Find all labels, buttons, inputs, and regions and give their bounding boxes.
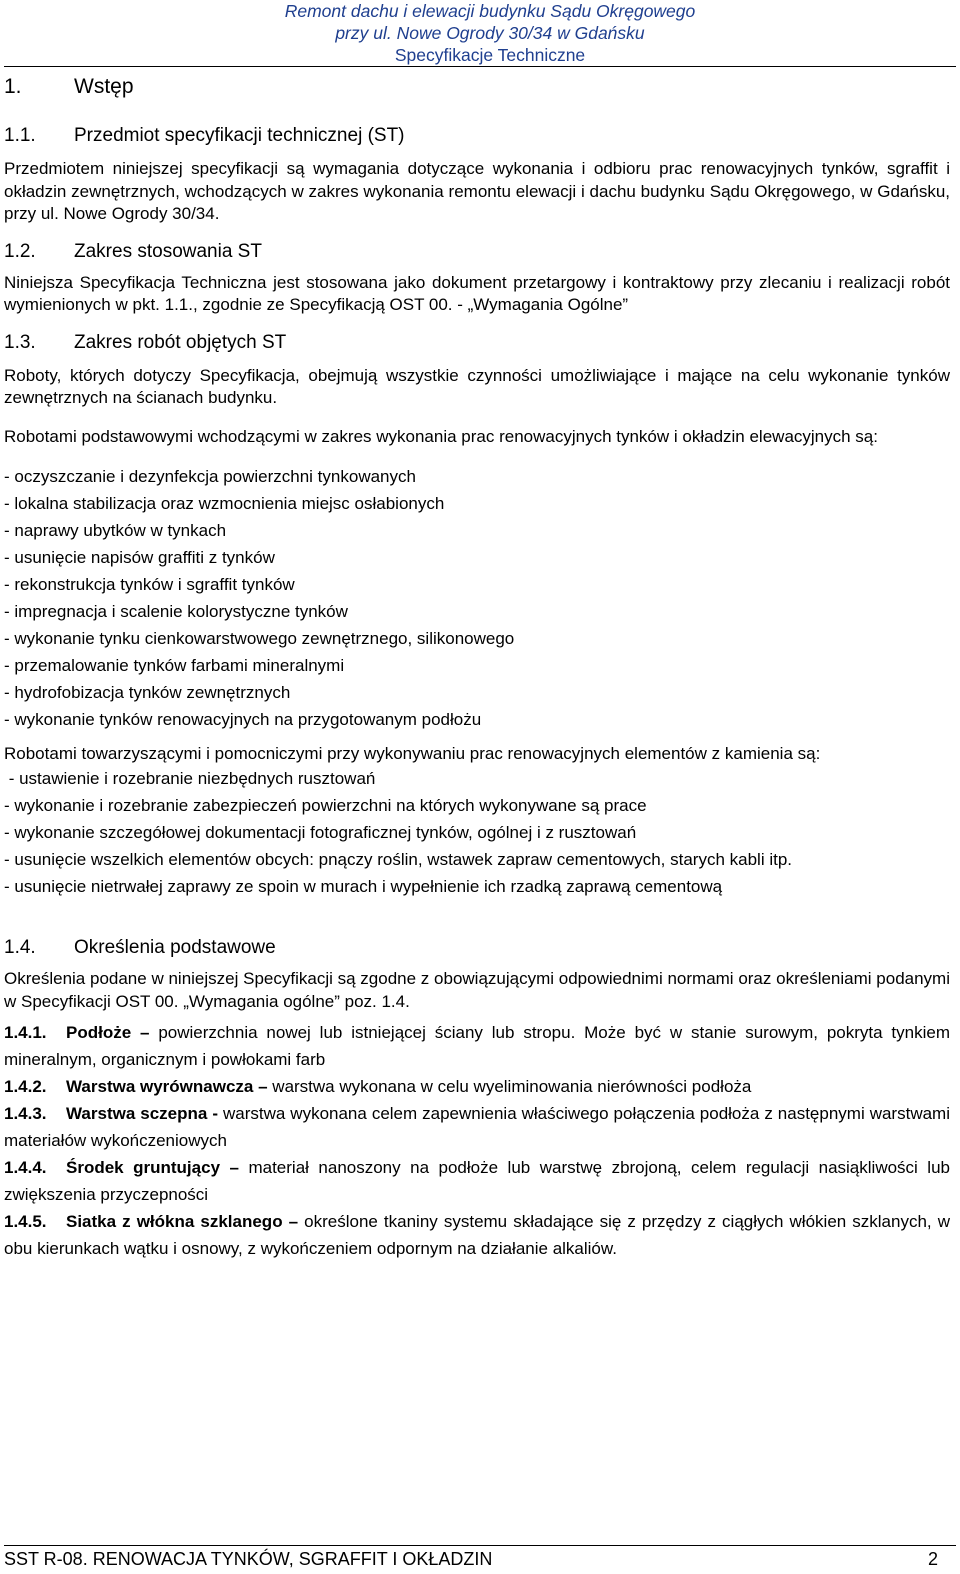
definition-number: 1.4.5. bbox=[4, 1212, 47, 1231]
list-item: - wykonanie tynku cienkowarstwowego zewnętrznego, silikonowego bbox=[4, 628, 515, 648]
list-item: - hydrofobizacja tynków zewnętrznych bbox=[4, 682, 291, 702]
definition-number: 1.4.3. bbox=[4, 1104, 47, 1123]
section-heading-1-1 bbox=[4, 124, 950, 148]
list-item: - oczyszczanie i dezynfekcja powierzchni tynkowanych bbox=[4, 466, 416, 486]
paragraph: Robotami towarzyszącymi i pomocniczymi przy wykonywaniu prac renowacyjnych elementów z kamienia są: bbox=[4, 743, 821, 763]
section-number: 1.1. bbox=[4, 125, 36, 146]
definition-text: powierzchnia nowej lub istniejącej ściany lub stropu. Może być w stanie surowym, pokryta tynkiem mineralnym, organicznym i powłokami farb bbox=[4, 1023, 950, 1069]
definition-number: 1.4.2. bbox=[4, 1077, 47, 1096]
page-number: 2 bbox=[927, 1549, 938, 1569]
definition-item bbox=[4, 1154, 950, 1208]
section-title: Zakres robót objętych ST bbox=[74, 331, 287, 353]
section-heading-1-3 bbox=[4, 331, 950, 355]
paragraph: Przedmiotem niniejszej specyfikacji są wymagania dotyczące wykonania i odbioru prac renowacyjnych tynków, sgraffit i okładzin zewnętrznych, wchodzących w zakres wykonania remontu elewacji i dachu budynku Sądu Okręgowego, w Gdańsku, przy ul. Nowe Ogrody 30/34. bbox=[4, 159, 950, 223]
section-number: 1.3. bbox=[4, 331, 36, 353]
section-title: Przedmiot specyfikacji technicznej (ST) bbox=[74, 125, 405, 146]
list-item: - naprawy ubytków w tynkach bbox=[4, 520, 227, 540]
section-number: 1.2. bbox=[4, 240, 36, 262]
section-title: Zakres stosowania ST bbox=[74, 240, 262, 262]
basic-works-list bbox=[4, 463, 950, 733]
list-item: - usunięcie napisów graffiti z tynków bbox=[4, 547, 275, 567]
section-number: 1.4. bbox=[4, 937, 36, 958]
paragraph: Określenia podane w niniejszej Specyfikacji są zgodne z obowiązującymi odpowiednimi normami oraz określeniami podanymi w Specyfikacji OST 00. „Wymagania ogólne” poz. 1.4. bbox=[4, 969, 950, 1011]
list-item: - rekonstrukcja tynków i sgraffit tynków bbox=[4, 574, 295, 594]
paragraph: Roboty, których dotyczy Specyfikacja, obejmują wszystkie czynności umożliwiające i mające na celu wykonanie tynków zewnętrznych na ścianach budynku. bbox=[4, 365, 950, 407]
definition-term: Warstwa sczepna - bbox=[66, 1104, 218, 1123]
definition-text: określone tkaniny systemu składające się z przędzy z ciągłych włókien szklanych, w obu kierunkach wątku i osnowy, z wykończeniem odpornym na działanie alkaliów. bbox=[4, 1212, 950, 1258]
list-item: - wykonanie i rozebranie zabezpieczeń powierzchni na których wykonywane są prace bbox=[4, 796, 647, 815]
header-address: przy ul. Nowe Ogrody 30/34 w Gdańsku bbox=[335, 23, 645, 43]
header-doc-type: Specyfikacje Techniczne bbox=[394, 45, 586, 65]
definition-item bbox=[4, 1208, 950, 1262]
page-footer bbox=[4, 1549, 938, 1570]
definition-item bbox=[4, 1073, 950, 1100]
section-title: Określenia podstawowe bbox=[74, 937, 276, 958]
definition-term: Środek gruntujący – bbox=[66, 1158, 239, 1177]
list-item: - lokalna stabilizacja oraz wzmocnienia miejsc osłabionych bbox=[4, 493, 445, 513]
section-heading-1-4 bbox=[4, 936, 950, 960]
list-item: - wykonanie szczegółowej dokumentacji fotograficznej tynków, ogólnej i z rusztowań bbox=[4, 823, 637, 842]
section-number: 1. bbox=[4, 75, 22, 98]
section-title: Wstęp bbox=[74, 75, 134, 98]
footer-divider bbox=[4, 1545, 956, 1546]
definition-item bbox=[4, 1019, 950, 1073]
auxiliary-works-list bbox=[4, 765, 950, 900]
list-item: - usunięcie nietrwałej zaprawy ze spoin w murach i wypełnienie ich rzadką zaprawą cementową bbox=[4, 877, 723, 896]
definition-text: warstwa wykonana celem zapewnienia właściwego połączenia podłoża z następnymi warstwami materiałów wykończeniowych bbox=[4, 1104, 950, 1150]
list-item: - impregnacja i scalenie kolorystyczne tynków bbox=[4, 601, 348, 621]
paragraph: Robotami podstawowymi wchodzącymi w zakres wykonania prac renowacyjnych tynków i okładzin elewacyjnych są: bbox=[4, 426, 878, 446]
footer-title: SST R-08. RENOWACJA TYNKÓW, SGRAFFIT I OKŁADZIN bbox=[4, 1549, 493, 1569]
list-item: - usunięcie wszelkich elementów obcych: pnączy roślin, wstawek zapraw cementowych, starych kabli itp. bbox=[4, 850, 792, 869]
document-body bbox=[4, 124, 950, 1262]
paragraph: Niniejsza Specyfikacja Techniczna jest stosowana jako dokument przetargowy i kontraktowy przy zlecaniu i realizacji robót wymienionych w pkt. 1.1., zgodnie ze Specyfikacją OST 00. - „Wymagania Ogólne” bbox=[4, 272, 950, 314]
list-item: - przemalowanie tynków farbami mineralnymi bbox=[4, 655, 345, 675]
definition-number: 1.4.1. bbox=[4, 1023, 47, 1042]
definition-text: warstwa wykonana w celu wyeliminowania nierówności podłoża bbox=[267, 1077, 752, 1096]
section-heading-1 bbox=[4, 75, 134, 99]
definition-item bbox=[4, 1100, 950, 1154]
definition-term: Podłoże – bbox=[66, 1023, 150, 1042]
definition-term: Siatka z włókna szklanego – bbox=[66, 1212, 299, 1231]
header-divider bbox=[4, 66, 956, 67]
list-item: - ustawienie i rozebranie niezbędnych rusztowań bbox=[4, 769, 376, 788]
definition-number: 1.4.4. bbox=[4, 1158, 47, 1177]
page-header bbox=[0, 0, 960, 66]
definition-text: materiał nanoszony na podłoże lub warstwę zbrojoną, celem regulacji nasiąkliwości lub zwiększenia przyczepności bbox=[4, 1158, 950, 1204]
section-heading-1-2 bbox=[4, 240, 950, 264]
definition-term: Warstwa wyrównawcza – bbox=[66, 1077, 268, 1096]
list-item: - wykonanie tynków renowacyjnych na przygotowanym podłożu bbox=[4, 709, 482, 729]
header-project-title: Remont dachu i elewacji budynku Sądu Okręgowego bbox=[284, 1, 696, 21]
